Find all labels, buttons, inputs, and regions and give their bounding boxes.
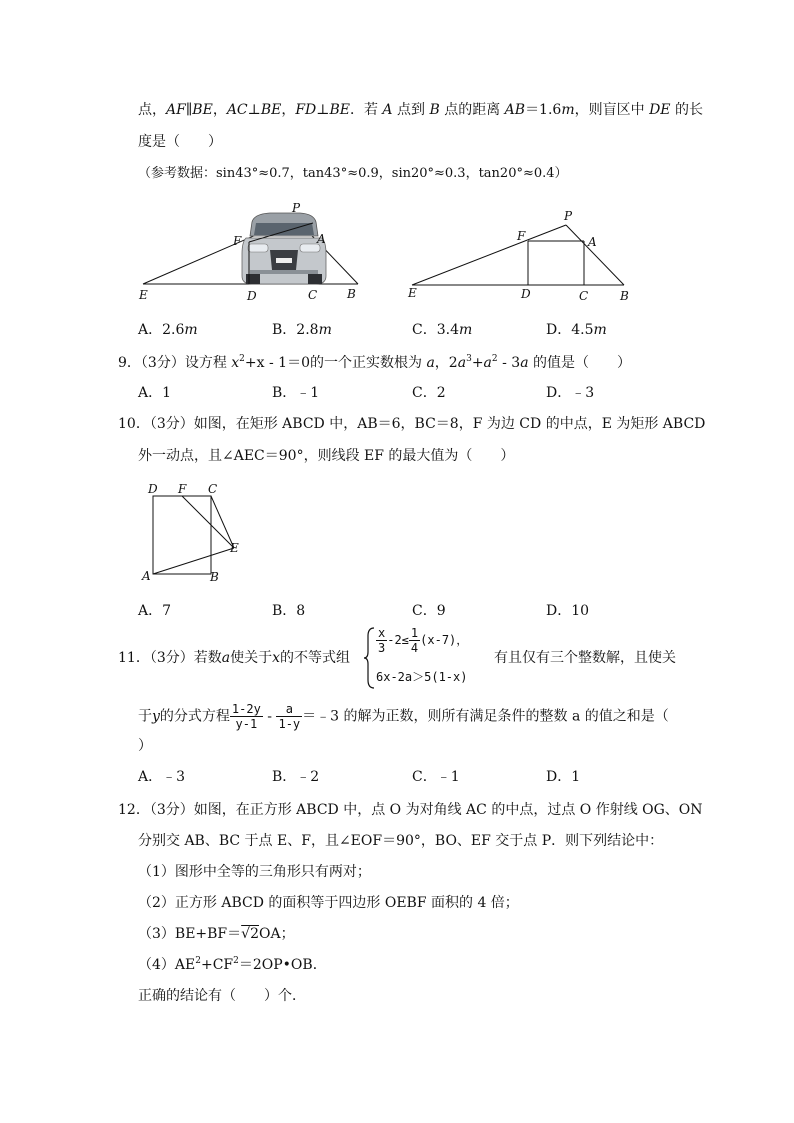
- fig2-label-P: P: [564, 209, 573, 223]
- q11-stem-prefix: 11．（3分）若数a使关于x的不等式组: [118, 650, 350, 666]
- q10-option-b[interactable]: B．8: [272, 603, 306, 619]
- q12-line2: 分别交 AB、BC 于点 E、F，且∠EOF＝90°，BO、EF 交于点 P．则下列结论中：: [138, 833, 664, 849]
- q10-option-a[interactable]: A．7: [138, 603, 172, 619]
- q11-stem-tail: 有且仅有三个整数解，且使关: [494, 650, 676, 666]
- q8-option-a[interactable]: A．2.6m: [138, 322, 198, 338]
- q11-brace: [364, 626, 376, 690]
- q12-conclusion-2: （2）正方形 ABCD 的面积等于四边形 OEBF 面积的 4 倍；: [138, 895, 519, 911]
- q11-option-a[interactable]: A．﹣3: [138, 769, 186, 785]
- q10-option-d[interactable]: D．10: [546, 603, 590, 619]
- q8-figure-car: [130, 198, 370, 308]
- q8-option-b[interactable]: B．2.8m: [272, 322, 332, 338]
- fig3-label-B: B: [210, 570, 219, 584]
- q12-conclusion-4: $(4)AE^2+CF^2=2OP•OB$．: [138, 956, 327, 973]
- fig1-label-D: D: [247, 289, 257, 303]
- q11-inequality-1: $\frac{x}{3}$ -2≤ $\frac{1}{4}$ (x-7)，: [378, 626, 469, 655]
- q10-line1: 10．（3分）如图，在矩形 ABCD 中，AB＝6，BC＝8，F 为边 CD 的中点，E 为矩形 ABCD: [118, 416, 706, 432]
- fig3-label-F: F: [178, 482, 187, 496]
- fig1-label-F: F: [233, 234, 242, 248]
- q12-conclusion-1: （1）图形中全等的三角形只有两对；: [138, 864, 371, 880]
- fig1-label-P: P: [292, 201, 301, 215]
- fig2-label-B: B: [620, 289, 629, 303]
- q11-line2: 于y的分式方程 $\frac{1-2y}{y-1}$ - $\frac{a}{1-y}$ ＝﹣3 的解为正数，则所有满足条件的整数 a 的值之和是（: [138, 702, 669, 731]
- q8-option-d[interactable]: D．4.5m: [546, 322, 607, 338]
- q9-stem: 9．（3分）设方程 $x^2+x - 1=0$的一个正实数根为 a，$2a^3+a^2 - 3a$ 的值是（ ）: [118, 354, 631, 371]
- q8-figure-diagram: [402, 208, 642, 308]
- q10-line2: 外一动点，且∠AEC＝90°，则线段 EF 的最大值为（ ）: [138, 448, 515, 464]
- fig2-label-E: E: [408, 286, 417, 300]
- fig3-label-C: C: [208, 482, 218, 496]
- q8-reference-data: （参考数据：sin43°≈0.7，tan43°≈0.9，sin20°≈0.3，tan20°≈0.4）: [138, 166, 568, 181]
- fig3-label-A: A: [142, 569, 151, 583]
- q8-line1: 点，AF∥BE，AC⊥BE，FD⊥BE．若 A 点到 B 点的距离 AB＝1.6m，则盲区中 DE 的长: [138, 102, 703, 118]
- q11-option-c[interactable]: C．﹣1: [412, 769, 460, 785]
- fig2-label-C: C: [579, 289, 589, 303]
- q11-inequality-2: 6x-2a＞5(1-x): [376, 670, 468, 684]
- fig3-label-D: D: [148, 482, 158, 496]
- q11-line3: ）: [138, 738, 152, 754]
- q9-option-b[interactable]: B．﹣1: [272, 385, 320, 401]
- q9-option-c[interactable]: C．2: [412, 385, 446, 401]
- q10-option-c[interactable]: C．9: [412, 603, 446, 619]
- q12-line1: 12．（3分）如图，在正方形 ABCD 中，点 O 为对角线 AC 的中点，过点 O 作射线 OG、ON: [118, 802, 703, 818]
- q9-option-d[interactable]: D．﹣3: [546, 385, 595, 401]
- q12-question: 正确的结论有（ ）个．: [138, 988, 306, 1004]
- q11-option-d[interactable]: D．1: [546, 769, 581, 785]
- fig1-label-E: E: [139, 288, 148, 302]
- fig2-label-D: D: [521, 287, 531, 301]
- q9-option-a[interactable]: A．1: [138, 385, 172, 401]
- q10-figure: [138, 478, 258, 588]
- fig2-label-F: F: [517, 229, 526, 243]
- q8-line2: 度是（ ）: [138, 134, 222, 150]
- fig1-label-C: C: [308, 288, 318, 302]
- q11-option-b[interactable]: B．﹣2: [272, 769, 320, 785]
- fig2-label-A: A: [588, 235, 597, 249]
- q8-option-c[interactable]: C．3.4m: [412, 322, 473, 338]
- q12-conclusion-3: （3）BE+BF＝√2OA；: [138, 926, 295, 942]
- fig3-label-E: E: [230, 541, 239, 555]
- fig1-label-B: B: [347, 287, 356, 301]
- fig1-label-A: A: [317, 232, 326, 246]
- car-image: [242, 213, 326, 284]
